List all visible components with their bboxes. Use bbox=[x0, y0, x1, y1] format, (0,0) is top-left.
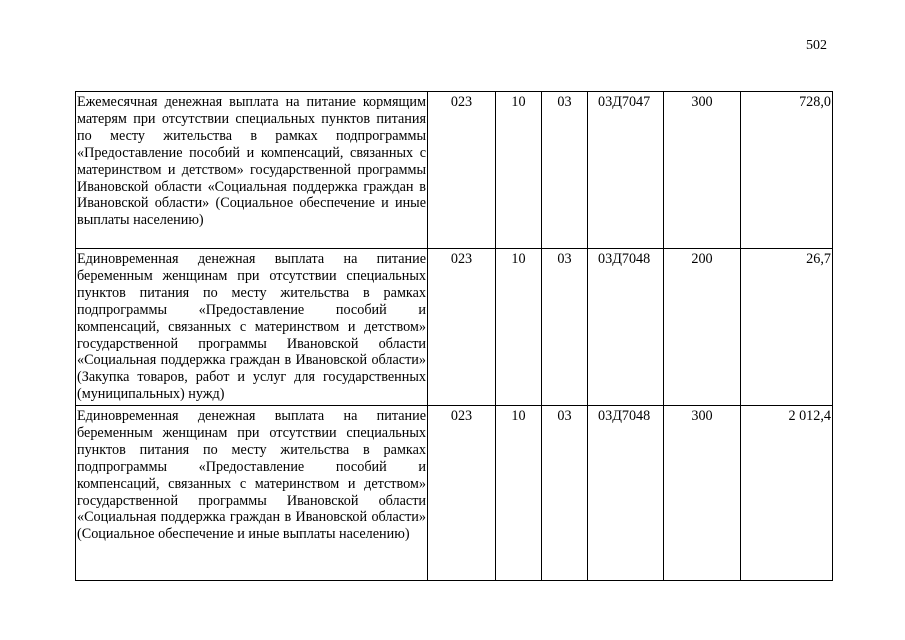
subsection-code-cell: 03 bbox=[542, 92, 588, 249]
amount-cell: 26,7 bbox=[741, 249, 833, 406]
section-code-cell: 10 bbox=[496, 406, 542, 581]
expense-type-cell: 200 bbox=[664, 249, 741, 406]
target-article-cell: 03Д7048 bbox=[588, 406, 664, 581]
table-row bbox=[76, 249, 833, 406]
subsection-code-cell: 03 bbox=[542, 406, 588, 581]
section-code-cell: 10 bbox=[496, 92, 542, 249]
subsection-code-cell: 03 bbox=[542, 249, 588, 406]
description-cell: Единовременная денежная выплата на питание беременным женщинам при отсутствии специальных пунктов питания по месту жительства в рамках подпрограммы «Предоставление пособий и компенсаций, связанных с материнством и детством» государственной программы Ивановской области «Социальная поддержка граждан в Ивановской области» (Социальное обеспечение и иные выплаты населению) bbox=[76, 406, 428, 581]
target-article-cell: 03Д7048 bbox=[588, 249, 664, 406]
ministry-code-cell: 023 bbox=[428, 92, 496, 249]
page-number: 502 bbox=[806, 38, 827, 53]
section-code-cell: 10 bbox=[496, 249, 542, 406]
ministry-code-cell: 023 bbox=[428, 406, 496, 581]
description-cell: Ежемесячная денежная выплата на питание кормящим матерям при отсутствии специальных пунктов питания по месту жительства в рамках подпрограммы «Предоставление пособий и компенсаций, связанных с материнством и детством» государственной программы Ивановской области «Социальная поддержка граждан в Ивановской области» (Социальное обеспечение и иные выплаты населению) bbox=[76, 92, 428, 249]
ministry-code-cell: 023 bbox=[428, 249, 496, 406]
amount-cell: 728,0 bbox=[741, 92, 833, 249]
expense-type-cell: 300 bbox=[664, 406, 741, 581]
table-row bbox=[76, 406, 833, 581]
budget-table bbox=[75, 91, 833, 581]
description-cell: Единовременная денежная выплата на питание беременным женщинам при отсутствии специальных пунктов питания по месту жительства в рамках подпрограммы «Предоставление пособий и компенсаций, связанных с материнством и детством» государственной программы Ивановской области «Социальная поддержка граждан в Ивановской области» (Закупка товаров, работ и услуг для государственных (муниципальных) нужд) bbox=[76, 249, 428, 406]
amount-cell: 2 012,4 bbox=[741, 406, 833, 581]
target-article-cell: 03Д7047 bbox=[588, 92, 664, 249]
expense-type-cell: 300 bbox=[664, 92, 741, 249]
table-row bbox=[76, 92, 833, 249]
